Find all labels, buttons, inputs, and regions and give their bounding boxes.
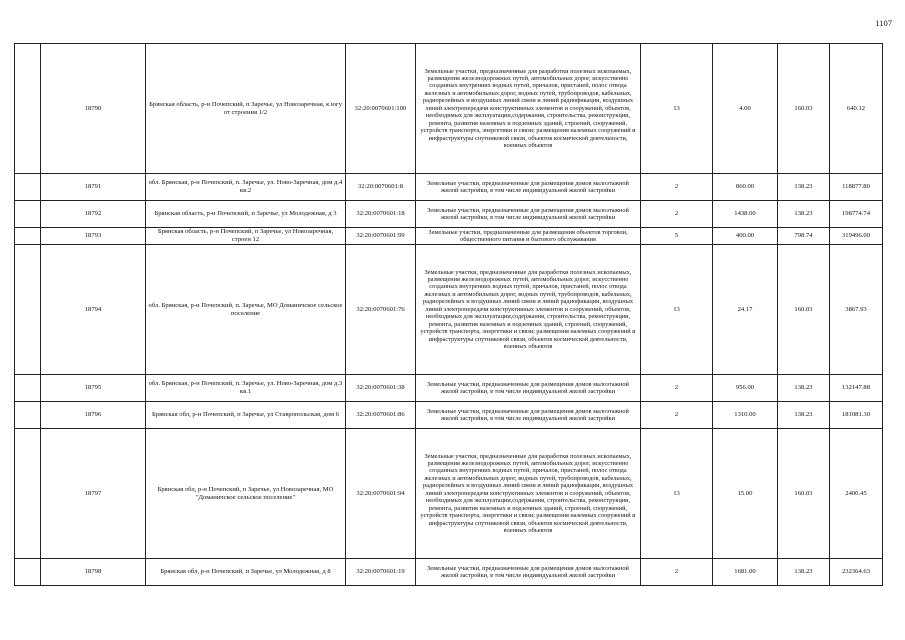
- record-number: 18790: [41, 44, 146, 174]
- land-use-cell: Земельные участки, предназначенные для размещения домов малоэтажной жилой застройки, в том числе индивидуальной жилой застройки: [416, 559, 641, 586]
- area-cell: 1681.00: [713, 559, 778, 586]
- area-cell: 956.00: [713, 375, 778, 402]
- value-cell: 118877.80: [830, 174, 883, 201]
- row-spacer-cell: [15, 375, 41, 402]
- row-spacer-cell: [15, 559, 41, 586]
- table-row: [15, 375, 883, 402]
- land-use-cell: Земельные участки, предназначенные для разработки полезных ископаемых, размещения железнодорожных путей, автомобильных дорог, искусственно созданных внутренних водных путей, причалов, пристаней, полос отвода железных и автомобильных дорог, водных путей, трубопроводов, кабельных, радиорелейных и воздушных линий связи и линий радиофикации, воздушных линий электропередачи конструктивных элементов и сооружений, объектов, необходимых для эксплуатации,содержания, строительства, реконструкции, ремонта, развития наземных и подземных зданий, строений, сооружений, устройств транспорта, энергетики и связи; размещения наземных сооружений и инфраструктуры спутниковой связи, объектов космической деятельности, военных объектов: [416, 245, 641, 375]
- table-row: [15, 201, 883, 228]
- rate-cell: 160.03: [778, 429, 830, 559]
- cadastral-number: 32:20:0070601:8: [346, 174, 416, 201]
- land-use-cell: Земельные участки, предназначенные для размещения домов малоэтажной жилой застройки, в том числе индивидуальной жилой застройки: [416, 375, 641, 402]
- page-number: 1107: [875, 18, 892, 28]
- value-cell: 640.12: [830, 44, 883, 174]
- record-number: 18793: [41, 228, 146, 245]
- address-cell: обл. Брянская, р-н Почепский, п. Заречье, ул. Ново-Заречная, дом д.3 кв.1: [146, 375, 346, 402]
- rate-cell: 798.74: [778, 228, 830, 245]
- land-registry-table: [14, 43, 883, 586]
- cadastral-number: 32:20:0070601:86: [346, 402, 416, 429]
- record-number: 18797: [41, 429, 146, 559]
- group-cell: 13: [641, 429, 713, 559]
- table-row: [15, 44, 883, 174]
- group-cell: 2: [641, 375, 713, 402]
- table-row: [15, 429, 883, 559]
- cadastral-number: 32:20:0070601:38: [346, 375, 416, 402]
- address-cell: Брянская обл, р-н Почепский, п Заречье, ул Ставропольская, дом 6: [146, 402, 346, 429]
- value-cell: 132147.88: [830, 375, 883, 402]
- address-cell: Брянская область, р-н Почепский, п Заречье, ул Молодежная, д 3: [146, 201, 346, 228]
- record-number: 18795: [41, 375, 146, 402]
- row-spacer-cell: [15, 201, 41, 228]
- address-cell: Брянская обл, р-н Почепский, п Заречье, ул Молодежная, д 8: [146, 559, 346, 586]
- area-cell: 1438.00: [713, 201, 778, 228]
- area-cell: 24.17: [713, 245, 778, 375]
- value-cell: 2400.45: [830, 429, 883, 559]
- value-cell: 232364.63: [830, 559, 883, 586]
- rate-cell: 138.23: [778, 201, 830, 228]
- address-cell: обл. Брянская, р-н Почепский, п. Заречье, МО Доманичское сельское поселение: [146, 245, 346, 375]
- value-cell: 3867.93: [830, 245, 883, 375]
- table-row: [15, 174, 883, 201]
- cadastral-number: 32:20:0070601:18: [346, 201, 416, 228]
- address-cell: Брянская область, р-н Почепский, п Заречье, ул Новозаречная, к югу от строения 1/2: [146, 44, 346, 174]
- group-cell: 2: [641, 402, 713, 429]
- record-number: 18794: [41, 245, 146, 375]
- value-cell: 198774.74: [830, 201, 883, 228]
- rate-cell: 138.23: [778, 402, 830, 429]
- land-use-cell: Земельные участки, предназначенные для размещения домов малоэтажной жилой застройки, в том числе индивидуальной жилой застройки: [416, 174, 641, 201]
- land-use-cell: Земельные участки, предназначенные для разработки полезных ископаемых, размещения железнодорожных путей, автомобильных дорог, искусственно созданных внутренних водных путей, причалов, пристаней, полос отвода железных и автомобильных дорог, водных путей, трубопроводов, кабельных, радиорелейных и воздушных линий связи и линий радиофикации, воздушных линий электропередачи конструктивных элементов и сооружений, объектов, необходимых для эксплуатации,содержания, строительства, реконструкции, ремонта, развития наземных и подземных зданий, строений, сооружений, устройств транспорта, энергетики и связи; размещения наземных сооружений и инфраструктуры спутниковой связи, объектов космической деятельности, военных объектов: [416, 429, 641, 559]
- record-number: 18798: [41, 559, 146, 586]
- table-row: [15, 228, 883, 245]
- table-row: [15, 559, 883, 586]
- row-spacer-cell: [15, 44, 41, 174]
- group-cell: 2: [641, 174, 713, 201]
- row-spacer-cell: [15, 429, 41, 559]
- rate-cell: 160.03: [778, 245, 830, 375]
- address-cell: Брянская обл, р-н Почепский, п Заречье, ул Новозаречная, МО "Доманичское сельское поселение": [146, 429, 346, 559]
- row-spacer-cell: [15, 174, 41, 201]
- area-cell: 400.00: [713, 228, 778, 245]
- land-use-cell: Земельные участки, предназначенные для размещения домов малоэтажной жилой застройки, в том числе индивидуальной жилой застройки: [416, 402, 641, 429]
- record-number: 18792: [41, 201, 146, 228]
- area-cell: 4.00: [713, 44, 778, 174]
- row-spacer-cell: [15, 245, 41, 375]
- group-cell: 2: [641, 201, 713, 228]
- rate-cell: 138.23: [778, 375, 830, 402]
- table-row: [15, 245, 883, 375]
- row-spacer-cell: [15, 402, 41, 429]
- table-row: [15, 402, 883, 429]
- cadastral-number: 32:20:0070601:100: [346, 44, 416, 174]
- record-number: 18791: [41, 174, 146, 201]
- land-use-cell: Земельные участки, предназначенные для разработки полезных ископаемых, размещения железнодорожных путей, автомобильных дорог, искусственно созданных внутренних водных путей, причалов, пристаней, полос отвода железных и автомобильных дорог, водных путей, трубопроводов, кабельных, радиорелейных и воздушных линий связи и линий радиофикации, воздушных линий электропередачи конструктивных элементов и сооружений, объектов, необходимых для эксплуатации,содержания, строительства, реконструкции, ремонта, развития наземных и подземных зданий, строений, сооружений, устройств транспорта, энергетики и связи; размещения наземных сооружений и инфраструктуры спутниковой связи, объектов космической деятельности, военных объектов: [416, 44, 641, 174]
- area-cell: 1310.00: [713, 402, 778, 429]
- cadastral-number: 32:20:0070601:76: [346, 245, 416, 375]
- group-cell: 2: [641, 559, 713, 586]
- value-cell: 319496.00: [830, 228, 883, 245]
- value-cell: 181081.30: [830, 402, 883, 429]
- rate-cell: 138.23: [778, 559, 830, 586]
- area-cell: 15.00: [713, 429, 778, 559]
- cadastral-number: 32:20:0070601:99: [346, 228, 416, 245]
- land-use-cell: Земельные участки, предназначенные для размещения домов малоэтажной жилой застройки, в том числе индивидуальной жилой застройки: [416, 201, 641, 228]
- address-cell: обл. Брянская, р-н Почепский, п. Заречье, ул. Ново-Заречная, дом д.4 кв.2: [146, 174, 346, 201]
- rate-cell: 138.23: [778, 174, 830, 201]
- record-number: 18796: [41, 402, 146, 429]
- group-cell: 13: [641, 245, 713, 375]
- address-cell: Брянская область, р-н Почепский, п Заречье, ул Новозаречная, строен 12: [146, 228, 346, 245]
- cadastral-number: 32:20:0070601:94: [346, 429, 416, 559]
- group-cell: 13: [641, 44, 713, 174]
- rate-cell: 160.03: [778, 44, 830, 174]
- group-cell: 5: [641, 228, 713, 245]
- land-use-cell: Земельные участки, предназначенные для размещения объектов торговли, общественного питания и бытового обслуживания: [416, 228, 641, 245]
- cadastral-number: 32:20:0070601:19: [346, 559, 416, 586]
- row-spacer-cell: [15, 228, 41, 245]
- area-cell: 860.00: [713, 174, 778, 201]
